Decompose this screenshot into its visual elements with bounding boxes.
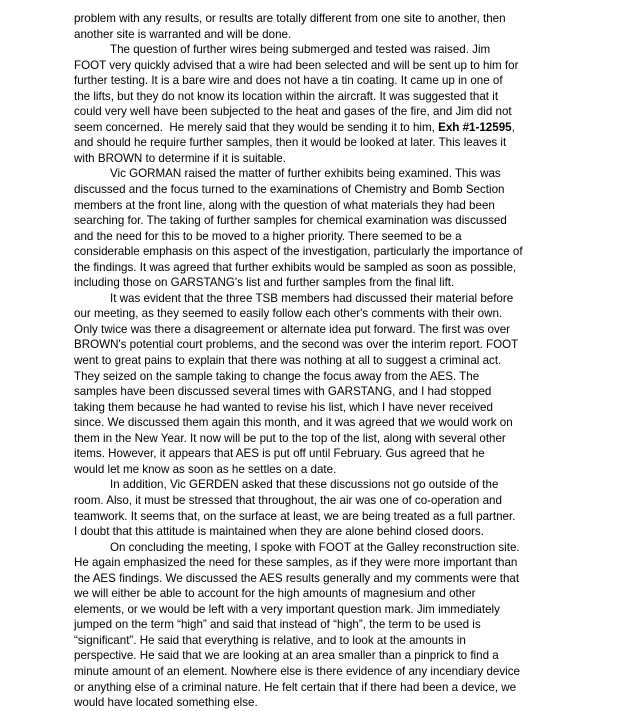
text-line: would let me know as soon as he settles on a date. [74, 462, 337, 476]
text-line: In addition, Vic GERDEN asked that these discussions not go outside of the [110, 478, 499, 492]
text-line: The question of further wires being submerged and tested was raised. Jim [110, 43, 491, 57]
text-line: FOOT very quickly advised that a wire had been selected and will be sent up to him for [74, 58, 519, 72]
text-line: BROWN's potential court problems, and the second was over the interim report. FOOT [74, 338, 519, 352]
text-line: perspective. He said that we are looking at an area smaller than a pinprick to find a [74, 649, 499, 663]
text-line: including those on GARSTANG's list and further samples from the final lift. [74, 276, 455, 290]
text-line: and the need for this to be moved to a higher priority. There seemed to be a [74, 229, 462, 243]
text-line: them in the New Year. It now will be put to the top of the list, along with several other [74, 431, 506, 445]
text-line: since. We discussed them again this month, and it was agreed that we would work on [74, 416, 513, 430]
exhibit-reference: Exh #1-12595 [438, 120, 512, 134]
text-line: I doubt that this attitude is maintained when they are alone behind closed doors. [74, 525, 484, 539]
text-line: jumped on the term “high” and said that instead of “high”, the term to be used is [74, 618, 481, 632]
text-line: searching for. The taking of further samples for chemical examination was discussed [74, 214, 507, 228]
text-line: They seized on the sample taking to change the focus away from the AES. The [74, 369, 480, 383]
text-line: the lifts, but they do not know its location within the aircraft. It was suggested that it [74, 89, 499, 103]
text-segment: seem concerned. He merely said that they would be sending it to him, [74, 120, 439, 134]
text-line: problem with any results, or results are totally different from one site to another, then [74, 12, 506, 25]
text-line: room. Also, it must be stressed that throughout, the air was one of co-operation and [74, 493, 502, 507]
paragraph [74, 42, 594, 166]
text-segment: , [511, 120, 515, 134]
text-line: minute amount of an element. Nowhere else is there evidence of any incendiary device [74, 664, 520, 678]
text-line-with-exhibit [74, 120, 594, 136]
paragraph [74, 477, 594, 539]
document-page [74, 11, 594, 711]
text-line: or anything else of a criminal nature. He felt certain that if there had been a device, we [74, 680, 517, 694]
text-line: He again emphasized the need for these samples, as if they were more important than [74, 556, 518, 570]
text-line: considerable emphasis on this aspect of the investigation, particularly the importance of [74, 245, 523, 259]
text-line: Only twice was there a disagreement or alternate idea put forward. The first was over [74, 322, 511, 336]
text-line: could very well have been subjected to the heat and gases of the fire, and Jim did not [74, 105, 512, 119]
paragraph [74, 11, 594, 42]
text-line: the AES findings. We discussed the AES results generally and my comments were that [74, 571, 520, 585]
text-line: It was evident that the three TSB members had discussed their material before [110, 291, 514, 305]
text-line: we will either be able to account for the high amounts of magnesium and other [74, 587, 476, 601]
text-line: went to great pains to explain that there was nothing at all to suggest a criminal act. [74, 354, 502, 368]
paragraph [74, 166, 594, 290]
text-line: samples have been discussed several times with GARSTANG, and I had stopped [74, 385, 492, 399]
paragraph [74, 540, 594, 711]
text-line: taking them because he had wanted to revise his list, which I have never received [74, 400, 493, 414]
text-line: and should he require further samples, then it would be looked at later. This leaves it [74, 136, 507, 150]
text-line: further testing. It is a bare wire and does not have a tin coating. It came up in one of [74, 74, 503, 88]
text-line: discussed and the focus turned to the examinations of Chemistry and Bomb Section [74, 183, 505, 197]
text-line: our meeting, as they seemed to easily follow each other's comments with their own. [74, 307, 503, 321]
text-line: On concluding the meeting, I spoke with FOOT at the Galley reconstruction site. [110, 540, 520, 554]
text-line: would have located something else. [74, 696, 258, 710]
text-line: teamwork. It seems that, on the surface at least, we are being treated as a full partner. [74, 509, 516, 523]
text-line: the findings. It was agreed that further exhibits would be sampled as soon as possible, [74, 260, 517, 274]
text-line: members at the front line, along with the question of what materials they had been [74, 198, 495, 212]
text-line: “significant”. He said that everything is relative, and to look at the amounts in [74, 633, 466, 647]
text-line: with BROWN to determine if it is suitable. [74, 151, 286, 165]
text-line: another site is warranted and will be done. [74, 27, 292, 41]
text-line: items. However, it appears that AES is put off until February. Gus agreed that he [74, 447, 485, 461]
text-line: Vic GORMAN raised the matter of further exhibits being examined. This was [110, 167, 501, 181]
text-line: elements, or we would be left with a very important question mark. Jim immediately [74, 602, 500, 616]
paragraph [74, 291, 594, 478]
